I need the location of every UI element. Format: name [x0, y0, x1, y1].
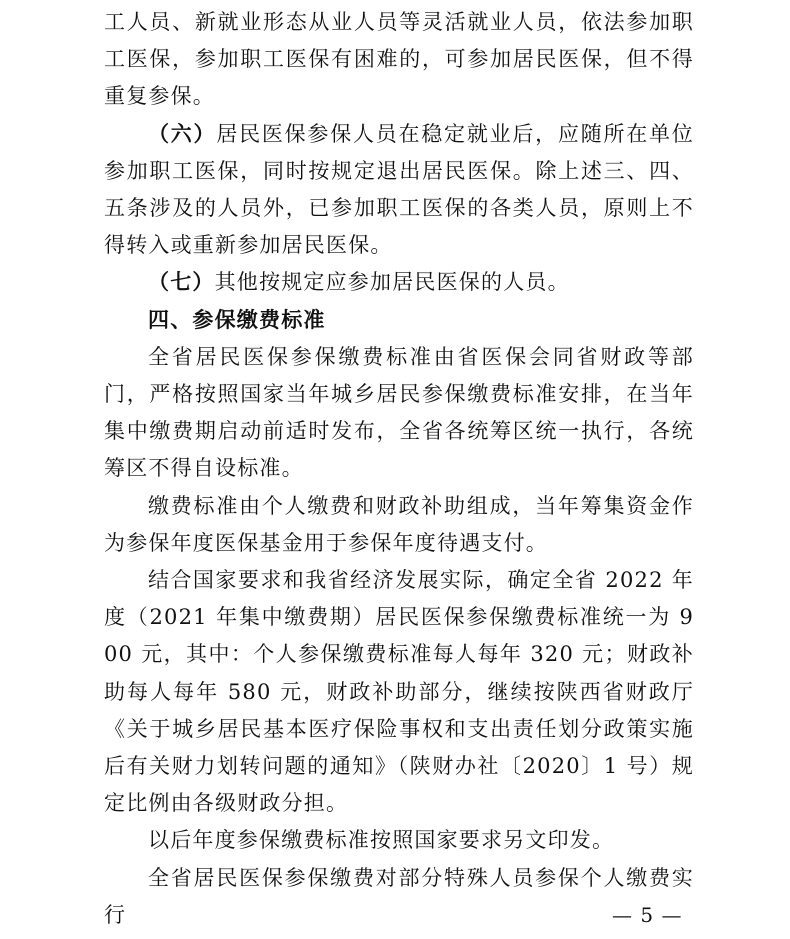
document-body [104, 4, 694, 934]
item-label-6: （六） [148, 121, 217, 146]
paragraph-body: 全省居民医保参保缴费标准由省医保会同省财政等部门，严格按照国家当年城乡居民参保缴费标准安排，在当年集中缴费期启动前适时发布，全省各统筹区统一执行，各统筹区不得自设标准。 [104, 344, 694, 481]
page-number: — 5 — [612, 903, 683, 927]
item-label-7: （七） [148, 270, 215, 295]
item-text-7: 其他按规定应参加居民医保的人员。 [214, 270, 570, 295]
section-heading: 四、参保缴费标准 [148, 307, 326, 332]
item-text-6: 居民医保参保人员在稳定就业后，应随所在单位参加职工医保，同时按规定退出居民医保。除上述三、四、五条涉及的人员外，已参加职工医保的各类人员，原则上不得转入或重新参加居民医保。 [104, 121, 694, 258]
paragraph-continuation: 工人员、新就业形态从业人员等灵活就业人员，依法参加职工医保，参加职工医保有困难的，可参加居民医保，但不得重复参保。 [104, 10, 694, 109]
paragraph-body: 结合国家要求和我省经济发展实际，确定全省 2022 年度（2021 年集中缴费期）居民医保参保缴费标准统一为 900 元，其中：个人参保缴费标准每人每年 320 元；财政补助每人每年 580 元，财政补助部分，继续按陕西省财政厅《关于城乡居民基本医疗保险事权和支出责任划分政策实施后有关财力划转问题的通知》（陕财办社〔2020〕1 号）规定比例由各级财政分担。 [104, 568, 694, 816]
paragraph-body: 缴费标准由个人缴费和财政补助组成，当年筹集资金作为参保年度医保基金用于参保年度待遇支付。 [104, 493, 694, 555]
paragraph-item-6 [104, 116, 694, 265]
paragraph-body: 全省居民医保参保缴费对部分特殊人员参保个人缴费实行 [104, 865, 694, 927]
paragraph-item-7 [104, 264, 694, 301]
paragraph-body: 以后年度参保缴费标准按照国家要求另文印发。 [148, 828, 615, 853]
